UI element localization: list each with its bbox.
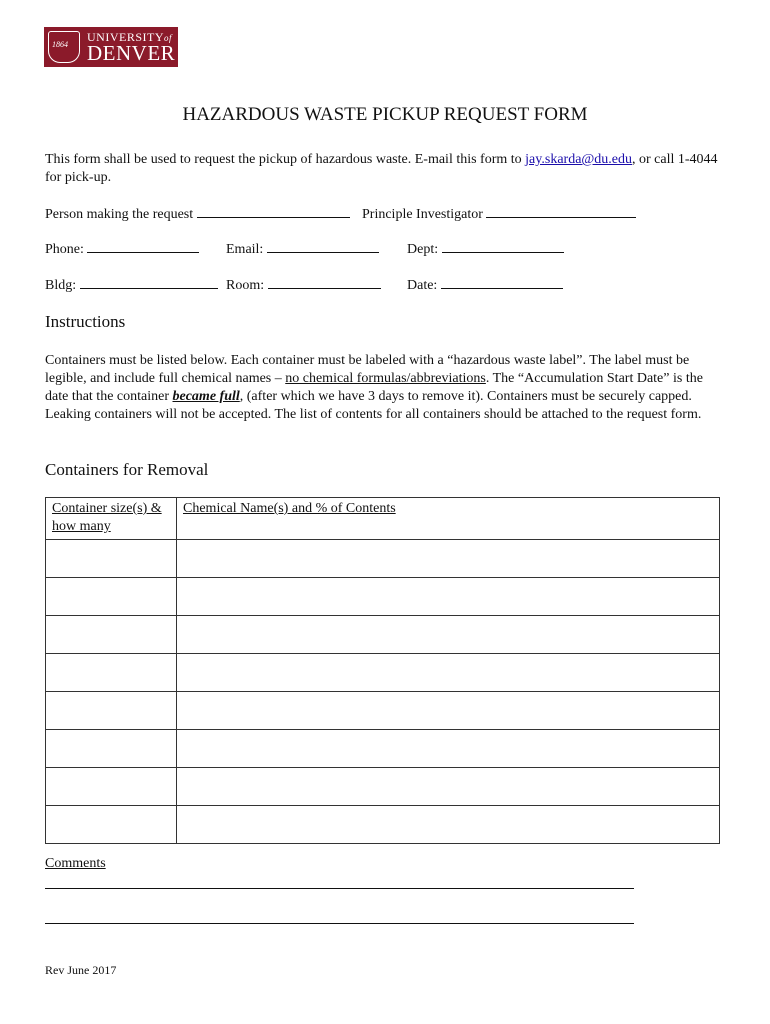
date-field bbox=[407, 276, 563, 294]
dept-label: Dept: bbox=[407, 242, 439, 257]
table-cell[interactable] bbox=[177, 806, 720, 844]
comments-line[interactable] bbox=[45, 888, 634, 889]
table-cell[interactable] bbox=[177, 578, 720, 616]
logo-wordmark bbox=[87, 31, 175, 64]
date-blank[interactable] bbox=[441, 276, 563, 289]
table-cell[interactable] bbox=[46, 540, 177, 578]
email-label: Email: bbox=[226, 242, 264, 257]
person-label: Person making the request bbox=[45, 207, 194, 222]
form-title: HAZARDOUS WASTE PICKUP REQUEST FORM bbox=[182, 104, 588, 125]
table-row bbox=[46, 806, 720, 844]
revision-note: Rev June 2017 bbox=[45, 963, 117, 977]
table-cell[interactable] bbox=[177, 692, 720, 730]
comments-label: Comments bbox=[45, 856, 106, 871]
intro-text: This form shall be used to request the pickup of hazardous waste. E-mail this form to bbox=[45, 152, 526, 167]
table-row bbox=[46, 730, 720, 768]
instructions-text-1: Containers must be listed below. Each container must be labeled with a “hazardous waste label”. The label must be legible, and include full chemical names – bbox=[45, 353, 690, 386]
table-cell[interactable] bbox=[177, 768, 720, 806]
column-header-container-size: Container size(s) & how many bbox=[46, 498, 177, 540]
bldg-label: Bldg: bbox=[45, 278, 77, 293]
dept-blank[interactable] bbox=[442, 240, 564, 253]
table-cell[interactable] bbox=[46, 730, 177, 768]
table-cell[interactable] bbox=[177, 654, 720, 692]
table-row bbox=[46, 578, 720, 616]
containers-table bbox=[45, 497, 720, 844]
email-link[interactable]: jay.skarda@du.edu bbox=[525, 152, 633, 167]
university-logo bbox=[44, 27, 178, 67]
phone-label: Phone: bbox=[45, 242, 84, 257]
table-cell[interactable] bbox=[46, 654, 177, 692]
pi-blank[interactable] bbox=[486, 205, 636, 218]
person-field bbox=[45, 205, 350, 223]
intro-text-after: , or call 1-4044 for pick-up. bbox=[45, 152, 718, 185]
table-row bbox=[46, 692, 720, 730]
instructions-text-3: . The “Accumulation Start Date” is the date that the container bbox=[45, 371, 703, 404]
table-cell[interactable] bbox=[46, 806, 177, 844]
column-header-chemical-names: Chemical Name(s) and % of Contents bbox=[177, 498, 720, 540]
table-cell[interactable] bbox=[46, 692, 177, 730]
logo-line1: UNIVERSITY bbox=[87, 29, 164, 44]
logo-line2: DENVER bbox=[87, 40, 176, 65]
bldg-blank[interactable] bbox=[80, 276, 218, 289]
table-cell[interactable] bbox=[177, 616, 720, 654]
room-label: Room: bbox=[226, 278, 265, 293]
person-blank[interactable] bbox=[197, 205, 350, 218]
instructions-emphasis-full: became full bbox=[172, 389, 240, 404]
instructions-paragraph bbox=[45, 352, 725, 424]
logo-line1-of: of bbox=[164, 32, 173, 43]
table-row bbox=[46, 654, 720, 692]
instructions-text-5: , (after which we have 3 days to remove it). Containers must be securely capped. Leaking containers will not be accepted. The list of contents for all containers should be attached to the request form. bbox=[45, 389, 702, 422]
table-cell[interactable] bbox=[46, 616, 177, 654]
table-row bbox=[46, 616, 720, 654]
table-row bbox=[46, 768, 720, 806]
pi-field bbox=[362, 205, 636, 223]
table-cell[interactable] bbox=[46, 578, 177, 616]
phone-blank[interactable] bbox=[87, 240, 199, 253]
phone-field bbox=[45, 240, 199, 258]
bldg-field bbox=[45, 276, 218, 294]
table-cell[interactable] bbox=[177, 730, 720, 768]
email-blank[interactable] bbox=[267, 240, 379, 253]
containers-heading: Containers for Removal bbox=[45, 460, 209, 479]
seal-text: 1864 bbox=[52, 40, 68, 49]
pi-label: Principle Investigator bbox=[362, 207, 483, 222]
university-seal-icon bbox=[48, 31, 80, 63]
table-row bbox=[46, 540, 720, 578]
date-label: Date: bbox=[407, 278, 438, 293]
instructions-emphasis-formulas: no chemical formulas/abbreviations bbox=[285, 371, 486, 386]
instructions-heading: Instructions bbox=[45, 312, 126, 331]
room-field bbox=[226, 276, 381, 294]
table-cell[interactable] bbox=[177, 540, 720, 578]
table-cell[interactable] bbox=[46, 768, 177, 806]
email-field bbox=[226, 240, 379, 258]
intro-paragraph bbox=[45, 151, 725, 187]
table-header-row bbox=[46, 498, 720, 540]
dept-field bbox=[407, 240, 564, 258]
comments-line[interactable] bbox=[45, 923, 634, 924]
room-blank[interactable] bbox=[268, 276, 381, 289]
